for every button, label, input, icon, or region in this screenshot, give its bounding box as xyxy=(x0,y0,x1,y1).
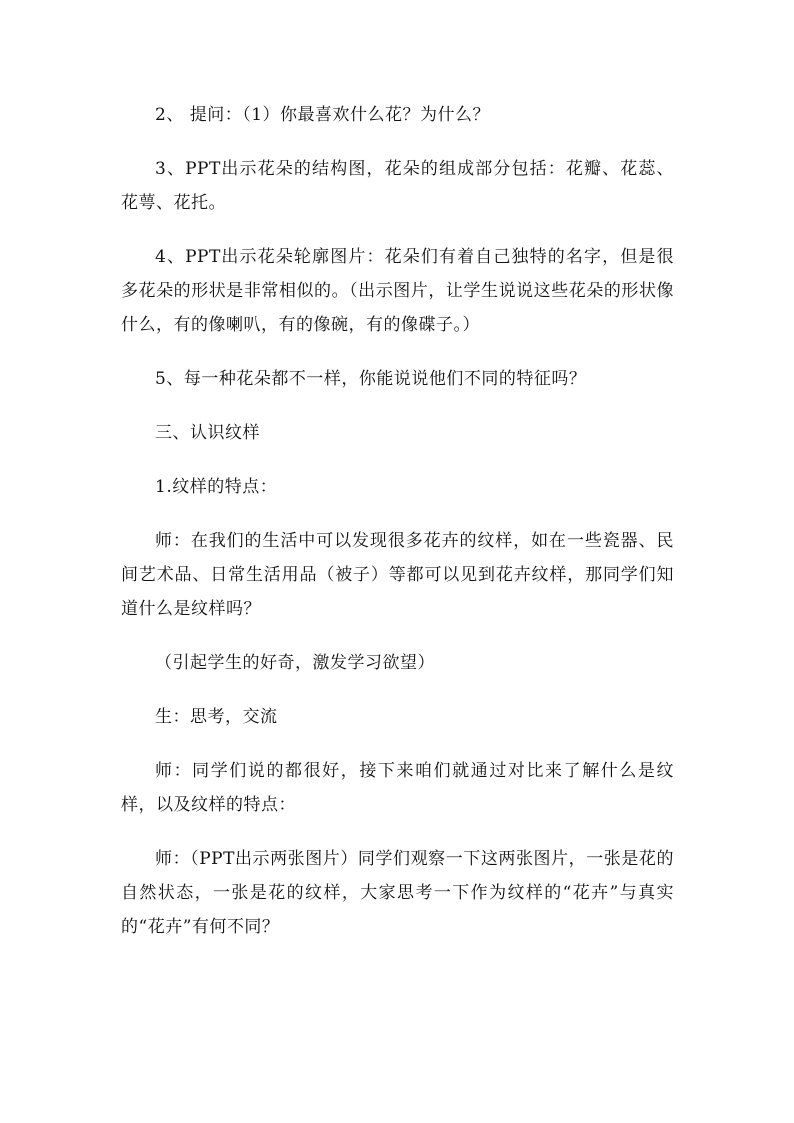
paragraph-curiosity-note: （引起学生的好奇，激发学习欲望） xyxy=(155,653,435,673)
paragraph-flower-outline: 4、PPT出示花朵轮廓图片：花朵们有着自己独特的名字，但是很多花朵的形状是非常相似的。（出示图片，让学生说说这些花朵的形状像什么，有的像喇叭，有的像碗，有的像碟子。） xyxy=(121,247,674,335)
paragraph-flower-structure: 3、PPT出示花朵的结构图，花朵的组成部分包括：花瓣、花蕊、花萼、花托。 xyxy=(121,159,674,213)
section-heading-patterns: 三、认识纹样 xyxy=(155,423,260,443)
paragraph-teacher-images: 师：（PPT出示两张图片）同学们观察一下这两张图片，一张是花的自然状态，一张是花的纹样，大家思考一下作为纹样的“花卉”与真实的“花卉”有何不同？ xyxy=(121,849,674,937)
paragraph-flower-features: 5、每一种花朵都不一样，你能说说他们不同的特征吗？ xyxy=(155,369,587,389)
paragraph-teacher-comparison: 师：同学们说的都很好，接下来咱们就通过对比来了解什么是纹样，以及纹样的特点： xyxy=(121,761,674,815)
paragraph-student-response: 生：思考，交流 xyxy=(155,707,278,727)
document-body xyxy=(121,98,674,963)
paragraph-question: 2、 提问：（1）你最喜欢什么花？为什么？ xyxy=(155,105,491,125)
paragraph-teacher-intro: 师：在我们的生活中可以发现很多花卉的纹样，如在一些瓷器、民间艺术品、日常生活用品（被子）等都可以见到花卉纹样，那同学们知道什么是纹样吗？ xyxy=(121,531,674,619)
subheading-pattern-features: 1.纹样的特点： xyxy=(155,477,278,497)
